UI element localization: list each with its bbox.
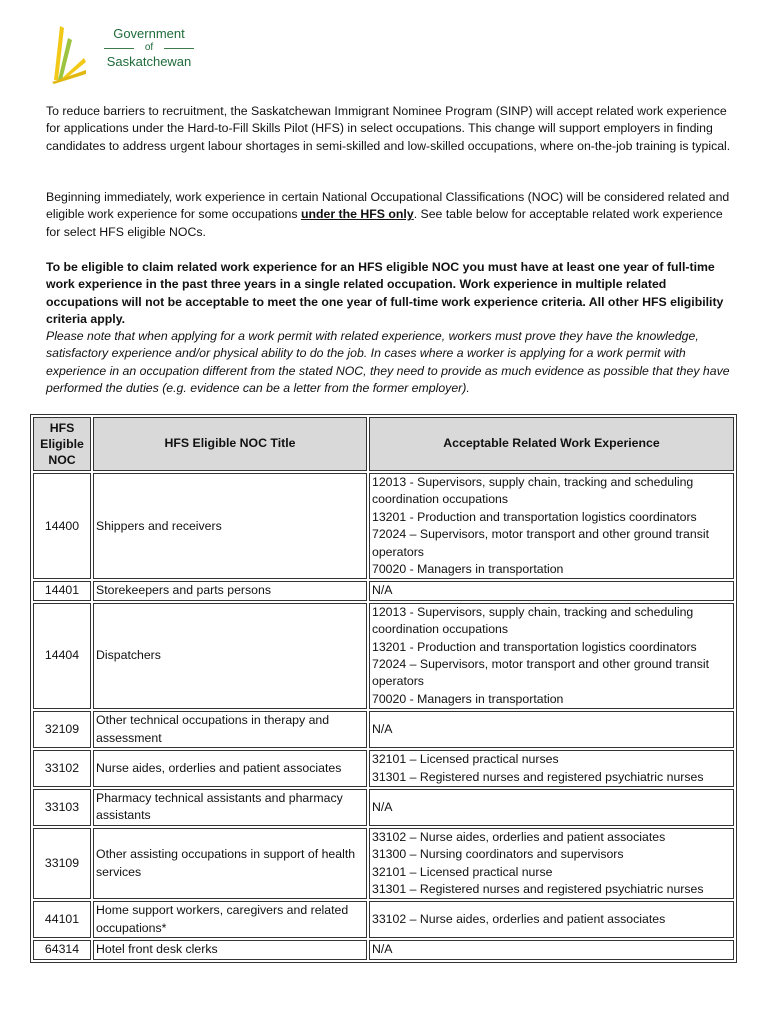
related-experience-item: 31301 – Registered nurses and registered psychiatric nurses	[372, 881, 704, 896]
related-experience-cell	[369, 940, 734, 959]
government-of-saskatchewan-logo	[46, 20, 206, 84]
logo-line-3: Saskatchewan	[106, 54, 192, 69]
intro-paragraph-1: To reduce barriers to recruitment, the Saskatchewan Immigrant Nominee Program (SINP) will accept related work experience for applications under the Hard-to-Fill Skills Pilot (HFS) in select occupations. This change will support employers in finding candidates to address urgent labour shortages in semi-skilled and low-skilled occupations, where on-the-job training is typical.	[46, 104, 731, 153]
hfs-only-emphasis: under the HFS only	[300, 207, 414, 222]
noc-title-cell: Pharmacy technical assistants and pharmacy assistants	[93, 789, 367, 826]
intro-note: Please note that when applying for a work permit with related experience, workers must prove they have the knowledge, satisfactory experience and/or physical ability to do the job. In cases where a worker is applying for a work permit with experience in an occupation different from the stated NOC, they need to provide as much evidence as possible that they have performed the duties (e.g. evidence can be a letter from the former employer).	[46, 329, 730, 396]
noc-code-cell: 14401	[33, 581, 91, 600]
related-experience-cell	[369, 789, 734, 826]
noc-code-cell: 33102	[33, 750, 91, 787]
related-experience-cell	[369, 828, 734, 900]
noc-title-cell: Shippers and receivers	[93, 473, 367, 579]
related-experience-item: 12013 - Supervisors, supply chain, tracking and scheduling coordination occupations	[372, 604, 694, 637]
logo-wordmark	[94, 26, 204, 70]
table-row	[33, 901, 734, 938]
related-experience-item: 33102 – Nurse aides, orderlies and patient associates	[372, 829, 666, 844]
noc-code-cell: 64314	[33, 940, 91, 959]
table-row	[33, 789, 734, 826]
noc-code-cell: 14400	[33, 473, 91, 579]
noc-title-cell: Dispatchers	[93, 603, 367, 709]
wheat-sheaf-icon	[46, 20, 96, 84]
related-experience-item: N/A	[372, 583, 393, 598]
related-experience-cell	[369, 750, 734, 787]
table-row	[33, 711, 734, 748]
related-experience-cell	[369, 711, 734, 748]
col-header-noc: HFS Eligible NOC	[33, 417, 91, 471]
related-experience-item: 70020 - Managers in transportation	[372, 562, 564, 577]
related-experience-item: 32101 – Licensed practical nurses	[372, 752, 559, 767]
related-experience-cell	[369, 603, 734, 709]
related-experience-item: 31300 – Nursing coordinators and supervisors	[372, 847, 624, 862]
noc-code-cell: 32109	[33, 711, 91, 748]
related-experience-item: N/A	[372, 799, 393, 814]
noc-code-cell: 44101	[33, 901, 91, 938]
related-experience-item: 12013 - Supervisors, supply chain, tracking and scheduling coordination occupations	[372, 475, 694, 507]
table-row	[33, 473, 734, 579]
related-experience-cell	[369, 581, 734, 600]
related-experience-item: 31301 – Registered nurses and registered psychiatric nurses	[372, 769, 704, 784]
related-experience-item: N/A	[372, 721, 393, 736]
related-experience-cell	[369, 901, 734, 938]
noc-title-cell: Hotel front desk clerks	[93, 940, 367, 959]
related-experience-item: 72024 – Supervisors, motor transport and other ground transit operators	[372, 527, 709, 559]
related-experience-cell	[369, 473, 734, 579]
table-row	[33, 940, 734, 959]
related-experience-item: 70020 - Managers in transportation	[372, 691, 564, 706]
intro-paragraph-3: To be eligible to claim related work experience for an HFS eligible NOC you must have at least one year of full-time work experience in the past three years in a single related occupation. Work experience in multiple related occupations will not be acceptable to meet the one year of full-time work experience criteria. All other HFS eligibility criteria apply.	[46, 260, 724, 327]
related-experience-item: 72024 – Supervisors, motor transport and other ground transit operators	[372, 657, 709, 689]
related-experience-item: 33102 – Nurse aides, orderlies and patient associates	[372, 912, 666, 927]
noc-code-cell: 33103	[33, 789, 91, 826]
table-header-row	[33, 417, 734, 471]
intro-paragraph-2: Beginning immediately, work experience in certain National Occupational Classifications (NOC) will be considered related and eligible work experience for some occupations under the HFS only. See table below for acceptable related work experience for select HFS eligible NOCs.	[46, 190, 730, 239]
table-row	[33, 828, 734, 900]
related-experience-table	[30, 414, 737, 963]
table-row	[33, 581, 734, 600]
col-header-title: HFS Eligible NOC Title	[93, 417, 367, 471]
noc-title-cell: Nurse aides, orderlies and patient associates	[93, 750, 367, 787]
related-experience-item: 13201 - Production and transportation logistics coordinators	[372, 639, 697, 654]
noc-title-cell: Other assisting occupations in support of health services	[93, 828, 367, 900]
noc-title-cell: Home support workers, caregivers and related occupations*	[93, 901, 367, 938]
noc-code-cell: 33109	[33, 828, 91, 900]
col-header-experience: Acceptable Related Work Experience	[369, 417, 734, 471]
noc-code-cell: 14404	[33, 603, 91, 709]
noc-title-cell: Storekeepers and parts persons	[93, 581, 367, 600]
noc-title-cell: Other technical occupations in therapy and assessment	[93, 711, 367, 748]
table-row	[33, 750, 734, 787]
table-row	[33, 603, 734, 709]
related-experience-item: 32101 – Licensed practical nurse	[372, 864, 553, 879]
logo-line-2: of	[94, 42, 204, 54]
logo-line-1: Government	[113, 26, 185, 41]
related-experience-item: 13201 - Production and transportation logistics coordinators	[372, 509, 697, 524]
related-experience-item: N/A	[372, 942, 393, 957]
